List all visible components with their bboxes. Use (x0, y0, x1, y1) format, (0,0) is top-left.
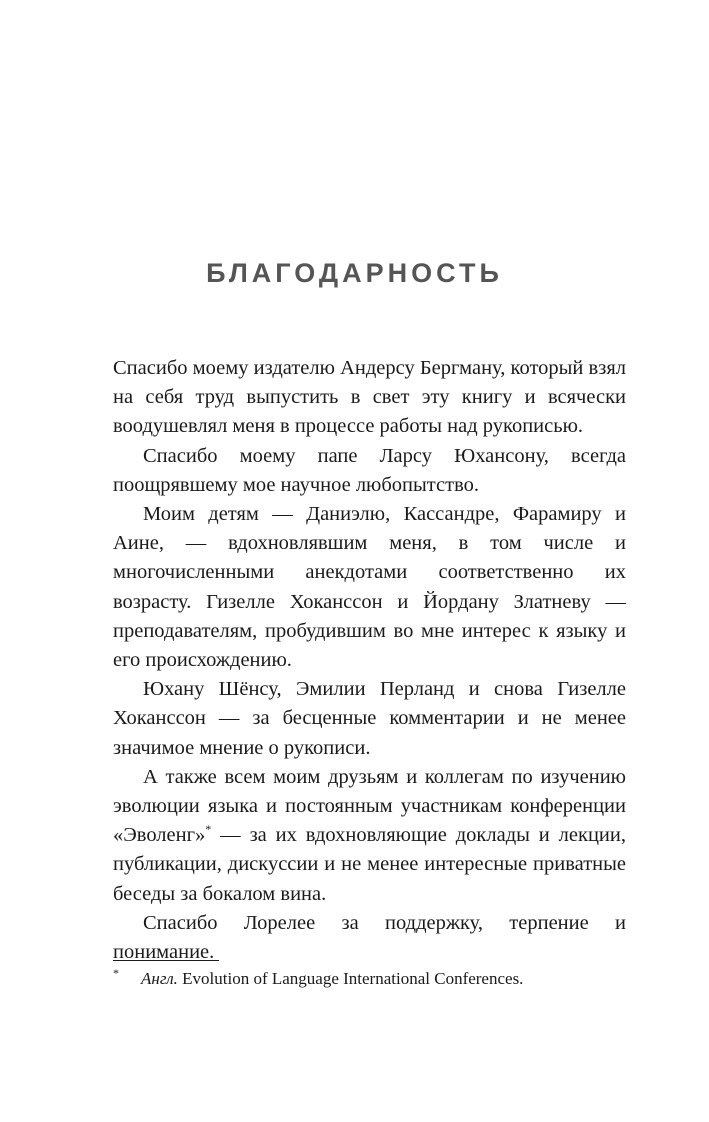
colleagues-text-end: — за их вдохновляющие доклады и лекции, публикации, дискуссии и не менее интересные приватные беседы за бокалом вина. (113, 824, 626, 905)
paragraph-publisher: Спасибо моему издателю Андерсу Бергману, который взял на себя труд выпустить в свет эту книгу и всячески воодушевлял меня в процессе работы над рукописью. (113, 357, 626, 438)
paragraph-father: Спасибо моему папе Ларсу Юхансону, всегда поощрявшему мое научное любопытство. (113, 444, 626, 496)
footnote-text: Evolution of Language International Conferences. (177, 969, 524, 988)
footnote-language-label: Англ. (141, 969, 178, 988)
paragraph-children-teachers: Моим детям — Даниэлю, Кассандре, Фарамиру и Аине, — вдохновлявшим меня, в том числе и многочисленными анекдотами соответственно их возрасту. Гизелле Хоканссон и Йордану Златневу — преподавателям, пробудившим во мне интерес к языку и его происхождению. (113, 503, 626, 672)
acknowledgements-body (113, 354, 626, 967)
footnote-divider (113, 960, 219, 961)
footnote-reference: * (205, 822, 212, 837)
paragraph-lorelei: Спасибо Лорелее за поддержку, терпение и понимание. (113, 911, 626, 964)
footnote: * Англ. Evolution of Language International Conferences. (113, 966, 524, 988)
paragraph-reviewers: Юхану Шёнсу, Эмилии Перланд и снова Гизелле Хоканссон — за бесценные комментарии и не менее значимое мнение о рукописи. (113, 678, 626, 759)
colleagues-text-start: А также всем моим друзьям и коллегам по изучению эволюции языка и постоянным участникам конференции «Эволенг» (113, 765, 626, 847)
page-title: БЛАГОДАРНОСТЬ (206, 258, 503, 288)
paragraph-colleagues (113, 763, 626, 909)
